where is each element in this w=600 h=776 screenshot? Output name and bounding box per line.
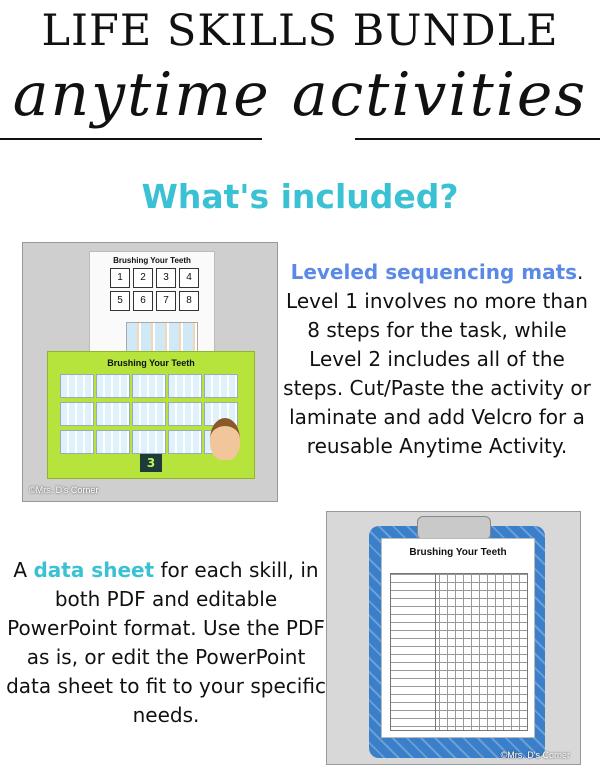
sequencing-mats-photo [22, 242, 278, 502]
page-title: LIFE SKILLS BUNDLE [41, 6, 559, 56]
mat-title: Brushing Your Teeth [107, 358, 195, 368]
tile [132, 374, 166, 398]
tile [96, 374, 130, 398]
tile [132, 402, 166, 426]
tile [60, 402, 94, 426]
level2-mat [47, 351, 255, 479]
number-cell: 4 [179, 268, 199, 288]
number-cell: 3 [156, 268, 176, 288]
number-cell: 1 [110, 268, 130, 288]
mat-title: Brushing Your Teeth [113, 256, 191, 265]
copyright-note: ©Mrs. D's Corner [500, 750, 570, 760]
tile [168, 374, 202, 398]
sheet-title: Brushing Your Teeth [409, 547, 507, 558]
number-cell: 5 [110, 291, 130, 311]
number-cell: 8 [179, 291, 199, 311]
data-sheet-description [6, 556, 326, 730]
section-heading: What's included? [141, 177, 459, 216]
tile [60, 374, 94, 398]
highlight-text: data sheet [33, 558, 155, 582]
clipboard-clip [417, 516, 491, 540]
tile [96, 402, 130, 426]
tile [168, 430, 202, 454]
tile [204, 374, 238, 398]
divider-left [0, 138, 262, 140]
description-text: . Level 1 involves no more than 8 steps for the task, while Level 2 includes all of the steps. Cut/Paste the activity or laminate and add Velcro for a reusable Anytime Activity. [283, 260, 591, 458]
tile [168, 402, 202, 426]
sequencing-mats-description [278, 258, 596, 461]
number-grid [110, 268, 199, 311]
sheet-grid [390, 573, 528, 731]
boy-illustration [210, 418, 240, 460]
tile [132, 430, 166, 454]
tile [60, 430, 94, 454]
divider-right [355, 138, 600, 140]
number-cell: 7 [156, 291, 176, 311]
highlight-text: Leveled sequencing mats [290, 260, 578, 284]
number-cell: 2 [133, 268, 153, 288]
level-badge: 3 [140, 454, 162, 472]
tile [96, 430, 130, 454]
step-labels-column [391, 574, 436, 730]
script-subtitle: anytime activities [12, 60, 588, 130]
description-text: for each skill, in both PDF and editable PowerPoint format. Use the PDF as is, or edit the PowerPoint data sheet to fit to your specific needs. [6, 558, 326, 727]
copyright-note: ©Mrs. D's Corner [29, 485, 99, 495]
data-sheet-photo [326, 511, 581, 765]
data-sheet [381, 538, 535, 738]
number-cell: 6 [133, 291, 153, 311]
description-prefix: A [13, 558, 34, 582]
